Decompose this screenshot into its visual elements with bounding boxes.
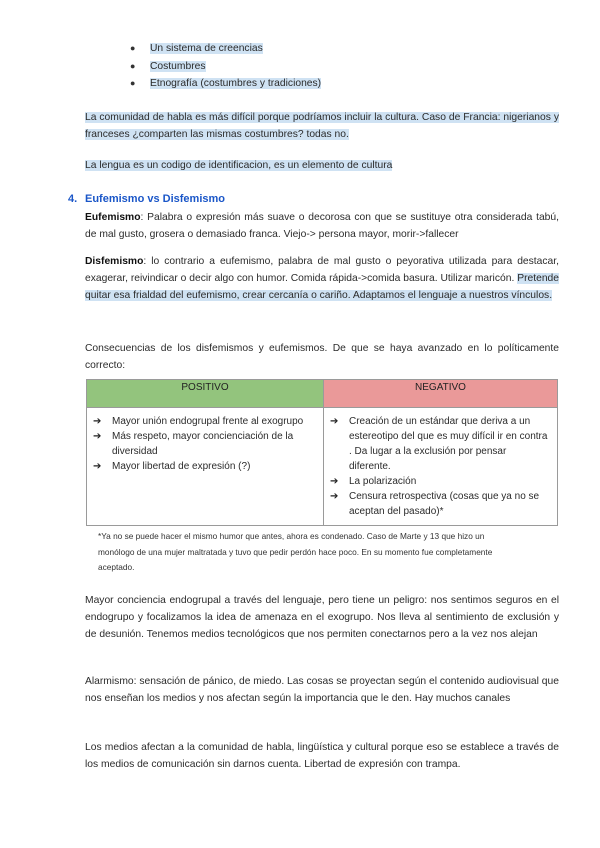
positive-header: POSITIVO <box>87 380 324 408</box>
footnote: *Ya no se puede hacer el mismo humor que antes, ahora es condenado. Caso de Marte y 13 que hizo un monólogo de una mujer maltratada y tuvo que pedir perdón hace poco. En su momento fue completamente aceptado. <box>98 531 493 572</box>
bullet-icon: ● <box>130 78 136 88</box>
negative-cell <box>324 408 558 526</box>
alarmism-paragraph: Alarmismo: sensación de pánico, de miedo. Las cosas se proyectan según el contenido audiovisual que nos enseñan los medios y nos afectan según la importancia que le den. Hay muchos canales <box>85 676 559 704</box>
negative-list <box>330 414 550 519</box>
negative-item: ➔ Censura retrospectiva (cosas que ya no se aceptan del pasado)* <box>330 491 540 517</box>
list-item: ● Costumbres <box>130 58 321 76</box>
positive-cell <box>87 408 324 526</box>
endogroup-paragraph: Mayor conciencia endogrupal a través del lenguaje, pero tiene un peligro: nos sentimos seguros en el endogrupo y focalizamos la idea de amenaza en el exogrupo. Nos lleva al sentimiento de exclusión y de desunión. Tenemos medios tecnológicos que nos permiten conectarnos pero a la vez nos alejan <box>85 595 559 640</box>
disfemismo-definition: Disfemismo: lo contrario a eufemismo, palabra de mal gusto o peyorativa utilizada para destacar, exagerar, reivindicar o decir algo con humor. Comida rápida->comida basura. Utilizar maricón. Pretende quitar esa frialdad del eufemismo, crear cercanía o cariño. Adaptamos el lenguaje a nuestros vínculos. <box>85 256 559 301</box>
negative-item: ➔ La polarización <box>330 476 417 487</box>
section-title: Eufemismo vs Disfemismo <box>85 193 225 205</box>
community-paragraph: La comunidad de habla es más difícil porque podríamos incluir la cultura. Caso de Francia: nigerianos y franceses ¿comparten las mismas costumbres? todas no. <box>85 112 559 140</box>
media-paragraph: Los medios afectan a la comunidad de habla, lingüística y cultural porque eso se establece a través de los medios de comunicación sin darnos cuenta. Libertad de expresión con trampa. <box>85 742 559 770</box>
bullet-icon: ● <box>130 43 136 53</box>
positive-item: ➔ Más respeto, mayor concienciación de la diversidad <box>93 431 294 457</box>
arrow-icon: ➔ <box>93 431 102 442</box>
arrow-icon: ➔ <box>93 416 102 427</box>
eufemismo-definition: Eufemismo: Palabra o expresión más suave o decorosa con que se sustituye otra considerada tabú, de mal gusto, grosera o demasiado franca. Viejo-> persona mayor, morir->fallecer <box>85 212 559 240</box>
positive-list <box>93 414 316 474</box>
list-item: ● Un sistema de creencias <box>130 40 321 58</box>
arrow-icon: ➔ <box>93 461 102 472</box>
consequences-intro: Consecuencias de los disfemismos y eufemismos. De que se haya avanzado en lo políticamente correcto: <box>85 343 559 371</box>
bullet-icon: ● <box>130 60 136 71</box>
positive-item: ➔ Mayor unión endogrupal frente al exogrupo <box>93 416 304 427</box>
section-number: 4. <box>68 193 78 205</box>
language-paragraph: La lengua es un codigo de identificacion, es un elemento de cultura <box>85 160 393 171</box>
arrow-icon: ➔ <box>330 491 339 502</box>
consequences-table <box>86 379 558 526</box>
arrow-icon: ➔ <box>330 416 339 427</box>
positive-item: ➔ Mayor libertad de expresión (?) <box>93 461 251 472</box>
disfemismo-highlight: Pretende quitar esa frialdad del eufemismo, crear cercanía o cariño. Adaptamos el lenguaje a nuestros vínculos. <box>85 273 559 301</box>
negative-item: ➔ Creación de un estándar que deriva a un estereotipo del que es muy difícil ir en contra . Da lugar a la exclusión por pensar diferente. <box>330 416 548 472</box>
disfemismo-term: Disfemismo <box>85 256 144 267</box>
negative-header: NEGATIVO <box>324 380 558 408</box>
section-heading <box>68 191 225 208</box>
arrow-icon: ➔ <box>330 476 339 487</box>
culture-list <box>130 40 321 93</box>
list-item: ● Etnografía (costumbres y tradiciones) <box>130 75 321 93</box>
eufemismo-term: Eufemismo <box>85 212 141 223</box>
